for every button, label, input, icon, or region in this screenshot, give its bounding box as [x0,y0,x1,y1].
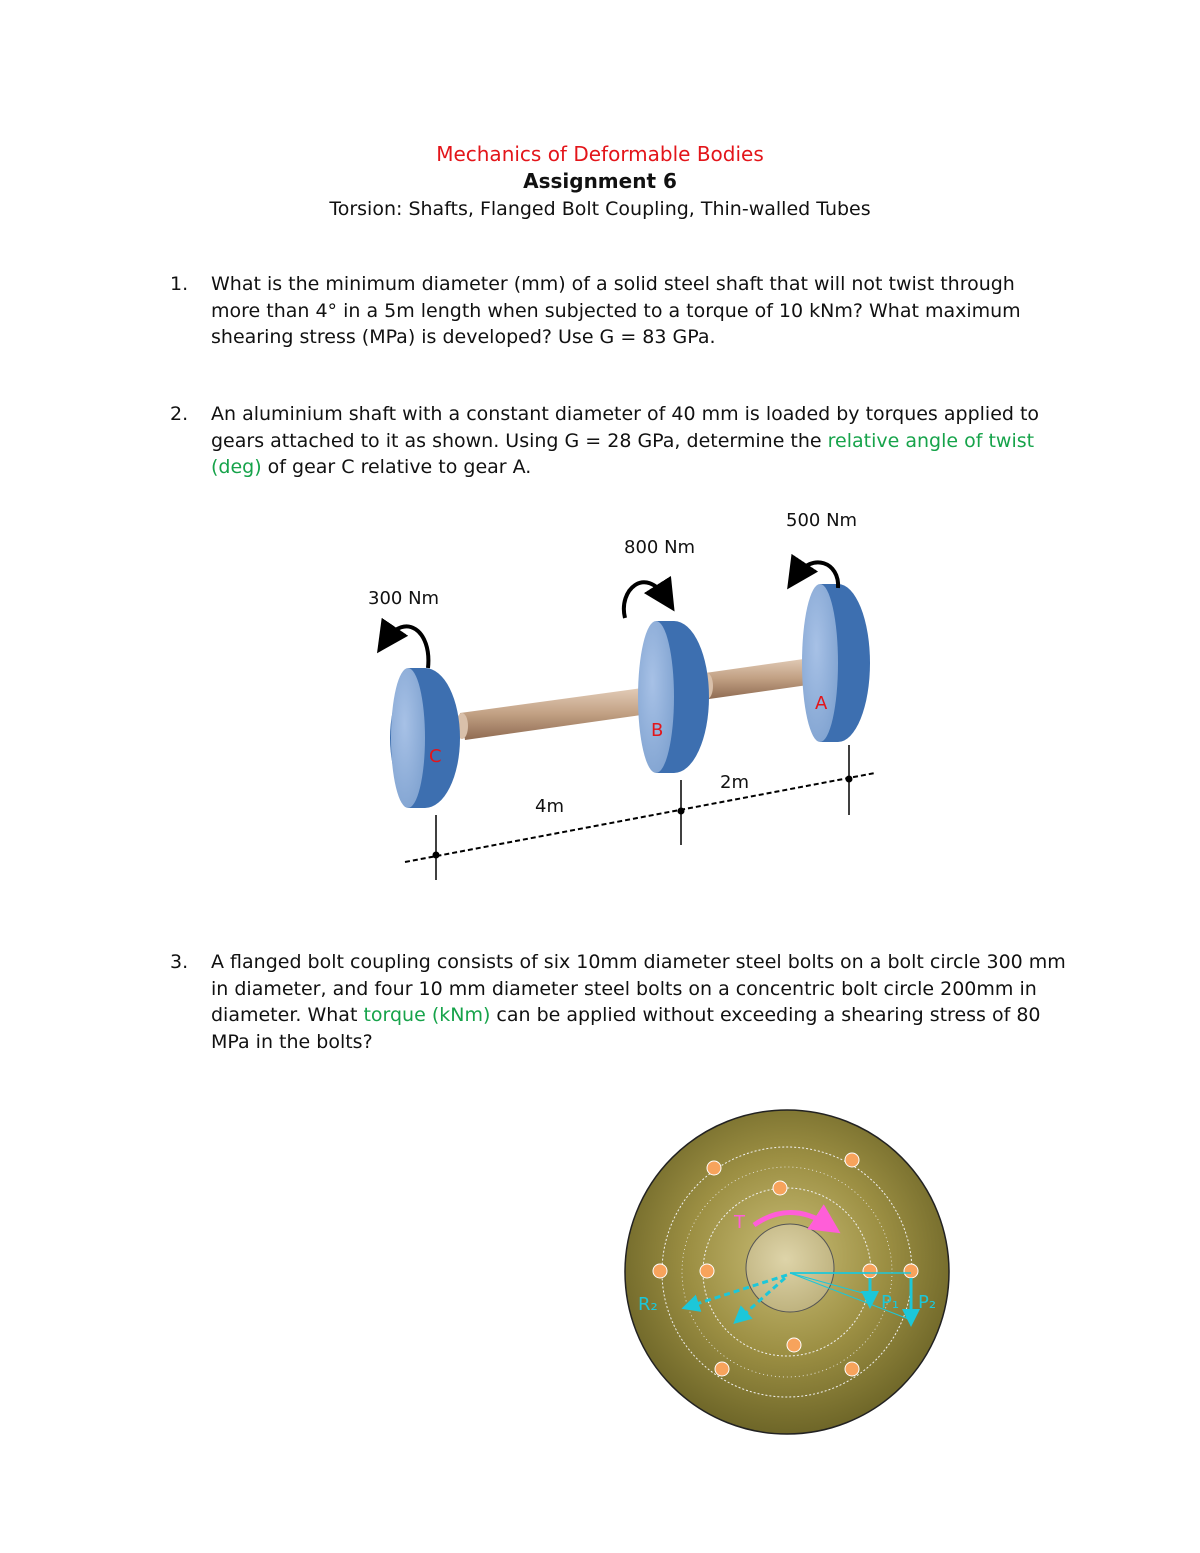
bolt [863,1264,877,1278]
question-number: 2. [170,403,189,425]
dimension-point [678,808,685,815]
length-label-cb: 4m [535,796,564,817]
hub [746,1224,834,1312]
question-number: 1. [170,273,189,295]
course-title: Mechanics of Deformable Bodies [436,142,764,166]
question-text-part: A flanged bolt coupling consists of six 10mm diameter steel bolts on a bolt circle 300 mm in diameter, and four 10 mm diameter steel bolts on a concentric bolt circle 200mm in diameter. What [211,951,1066,1026]
bolt [700,1264,714,1278]
question-text [211,401,1070,481]
question-highlight: torque (kNm) [363,1004,491,1026]
question-number: 3. [170,951,189,973]
bolt [845,1362,859,1376]
question-3 [170,949,1070,1055]
gear-c-label: C [429,746,442,767]
bolt [653,1264,667,1278]
torque-label-c: 300 Nm [368,588,440,609]
bolt [715,1362,729,1376]
question-text-part: can be applied without exceeding a shearing stress of 80 MPa in the bolts? [211,1004,1041,1053]
dimension-point [846,776,853,783]
length-label-ba: 2m [720,772,749,793]
shaft-gear-figure [340,500,900,890]
dimension-line [405,773,875,862]
assignment-topic: Torsion: Shafts, Flanged Bolt Coupling, Thin-walled Tubes [329,198,871,220]
bolt [707,1161,721,1175]
bolt [773,1181,787,1195]
torque-label: T [734,1212,745,1233]
question-text [211,949,1070,1055]
question-text-part: of gear C relative to gear A. [261,456,532,478]
question-2 [170,401,1070,481]
gear-b-label: B [651,720,664,741]
gear-a [802,584,870,742]
torque-label-b: 800 Nm [624,537,696,558]
question-text: What is the minimum diameter (mm) of a solid steel shaft that will not twist through more than 4° in a 5m length when subjected to a torque of 10 kNm? What maximum shearing stress (MPa) is developed? Use G = 83 GPa. [211,273,1021,348]
assignment-title: Assignment 6 [523,169,677,193]
gear-b [638,621,709,773]
torque-arrow-b [624,582,666,618]
question-1 [170,271,1070,351]
bolt [904,1264,918,1278]
bolt [787,1338,801,1352]
bolt [845,1153,859,1167]
r2-label: R₂ [638,1294,658,1315]
dimension-point [433,852,440,859]
p1-label: P₁ [881,1292,900,1313]
torque-label-a: 500 Nm [786,510,858,531]
question-highlight: relative angle of twist (deg) [211,429,1035,478]
bolt-coupling-figure [620,1100,960,1440]
p2-label: P₂ [918,1292,937,1313]
question-text-part: An aluminium shaft with a constant diameter of 40 mm is loaded by torques applied to gears attached to it as shown. Using G = 28 GPa, determine the [211,403,1040,452]
gear-c [390,668,460,808]
gear-a-label: A [815,693,828,714]
torque-arrow-c [386,626,428,668]
document-header [0,140,1200,224]
shaft-cb [456,687,655,740]
